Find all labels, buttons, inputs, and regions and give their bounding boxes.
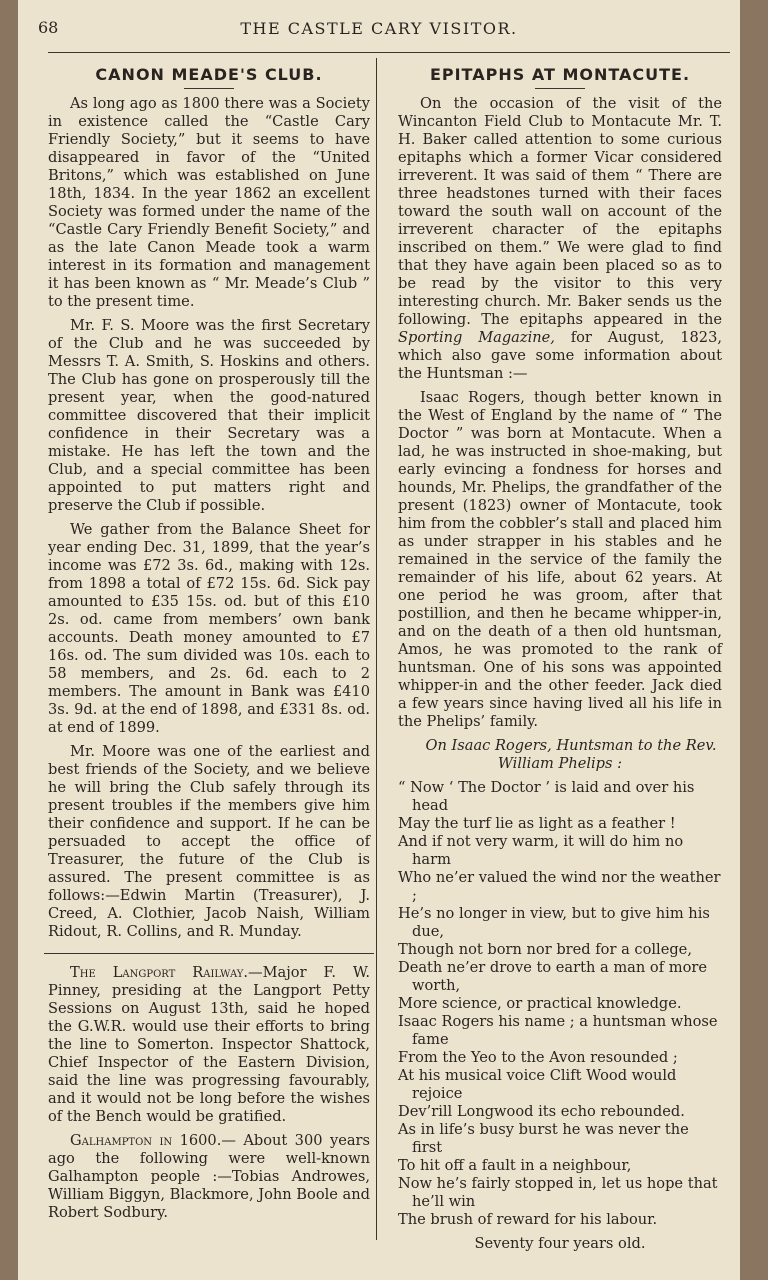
epitaph-verse [398, 779, 722, 1229]
right-column [398, 62, 722, 1253]
club-paragraph: Mr. F. S. Moore was the first Secretary of the Club and he was succeeded by Messrs T. A. Smith, S. Hoskins and others. The Club has gone on prosperously till the present year, when the good-natured committee discovered that their implicit confidence in their Secretary was a mistake. He has left the town and the Club, and a special committee has been appointed to put matters right and preserve the Club if possible. [48, 317, 370, 514]
magazine-name: Sporting Magazine, [398, 329, 555, 346]
verse-line: He’s no longer in view, but to give him his due, [398, 905, 710, 940]
verse-line: At his musical voice Clift Wood would rejoice [398, 1067, 677, 1102]
langport-item [48, 964, 370, 1126]
club-paragraph: We gather from the Balance Sheet for year ending Dec. 31, 1899, that the year’s income was £72 3s. 6d., making with 12s. from 1898 a total of £72 15s. 6d. Sick pay amounted to £35 15s. od. but of this £10 2s. od. came from members’ own bank accounts. Death money amounted to £7 16s. od. The sum divided was 10s. each to 58 members, and 2s. 6d. each to 2 members. The amount in Bank was £410 3s. 9d. at the end of 1898, and £331 8s. od. at end of 1899. [48, 521, 370, 736]
magazine-tail: for August, 1823, which also gave some information about the Huntsman :— [398, 329, 722, 382]
club-paragraph: Mr. Moore was one of the earliest and best friends of the Society, and we believe he will bring the Club safely through its present troubles if the members give him their confidence and support. If he can be persuaded to accept the office of Treasurer, the future of the Club is assured. The present committee is as follows:—Edwin Martin (Treasurer), J. Creed, A. Clothier, Jacob Naish, William Ridout, R. Collins, and R. Munday. [48, 743, 370, 940]
verse-line: To hit off a fault in a neighbour, [398, 1157, 632, 1174]
verse-line: The brush of reward for his labour. [398, 1211, 658, 1228]
galhampton-item [48, 1132, 370, 1222]
galhampton-text: — About 300 years ago the following were well-known Galhampton people :—Tobias Androwes, William Biggyn, Blackmore, John Boole and Robert Sodbury. [48, 1132, 370, 1221]
epitaph-signoff: Seventy four years old. [474, 1235, 646, 1252]
column-divider [376, 58, 377, 1240]
running-head [18, 18, 740, 42]
verse-line: And if not very warm, it will do him no harm [398, 833, 684, 868]
verse-line: As in life’s busy burst he was never the first [398, 1121, 689, 1156]
verse-line: Death ne’er drove to earth a man of more worth, [398, 959, 707, 994]
epitaph-paragraph [398, 95, 722, 383]
verse-line: Now he’s fairly stopped in, let us hope that he’ll win [398, 1175, 718, 1210]
title-rule [184, 88, 234, 89]
verse-line: Though not born nor bred for a college, [398, 941, 692, 958]
epitaph-intro-text: On the occasion of the visit of the Wincanton Field Club to Montacute Mr. T. H. Baker called attention to some curious epitaphs which a former Vicar considered irreverent. It was said of them “ There are three headstones turned with their faces toward the south wall on account of the irreverent character of the epitaphs inscribed on them.” We were glad to find that they have again been placed so as to be read by the visitor to this very interesting church. Mr. Baker sends us the following. The epitaphs appeared in the [398, 95, 722, 328]
epitaph-paragraph: Isaac Rogers, though better known in the West of England by the name of “ The Doctor ” was born at Montacute. When a lad, he was instructed in shoe-making, but early evincing a fondness for horses and hounds, Mr. Phelips, the grandfather of the present (1823) owner of Montacute, took him from the cobbler’s stall and placed him as under strapper in his stables and he remained in the service of the family the remainder of his life, about 62 years. At one period he was groom, after that postillion, and then he became whipper-in, and on the death of a then old huntsman, Amos, he was promoted to the rank of huntsman. One of his sons was appointed whipper-in and the other feeder. Jack died a few years since having lived all his life in the Phelips’ family. [398, 389, 722, 730]
article-title-epitaphs: EPITAPHS AT MONTACUTE. [429, 65, 691, 84]
journal-title: THE CASTLE CARY VISITOR. [240, 19, 518, 38]
verse-line: May the turf lie as light as a feather ! [398, 815, 676, 832]
verse-line: From the Yeo to the Avon resounded ; [398, 1049, 678, 1066]
verse-line: Who ne’er valued the wind nor the weather ; [398, 869, 721, 904]
verse-line: Isaac Rogers his name ; a huntsman whose fame [398, 1013, 718, 1048]
verse-line: “ Now ‘ The Doctor ’ is laid and over his head [398, 779, 695, 814]
article-title-club: CANON MEADE'S CLUB. [95, 65, 323, 84]
galhampton-heading: Galhampton in 1600. [70, 1132, 222, 1149]
header-rule [48, 52, 730, 53]
title-rule [535, 88, 585, 89]
verse-line: Dev’rill Longwood its echo rebounded. [398, 1103, 685, 1120]
page-number: 68 [38, 18, 59, 37]
langport-heading: The Langport Railway. [70, 964, 249, 981]
verse-line: More science, or practical knowledge. [398, 995, 682, 1012]
section-rule [44, 953, 374, 954]
langport-text: —Major F. W. Pinney, presiding at the Langport Petty Sessions on August 13th, said he hoped the G.W.R. would use their efforts to bring the line to Somerton. Inspector Shattock, Chief Inspector of the Eastern Division, said the line was progressing favourably, and it would not be long before the wishes of the Bench would be gratified. [48, 964, 370, 1125]
page [18, 0, 740, 1280]
left-column [48, 62, 370, 1228]
club-paragraph: As long ago as 1800 there was a Society in existence called the “Castle Cary Friendly Society,” but it seems to have disappeared in favor of the “United Britons,” which was established on June 18th, 1834. In the year 1862 an excellent Society was formed under the name of the “Castle Cary Friendly Benefit Society,” and as the late Canon Meade took a warm interest in its formation and management it has been known as “ Mr. Meade’s Club ” to the present time. [48, 95, 370, 310]
epitaph-heading: On Isaac Rogers, Huntsman to the Rev. William Phelips : [425, 737, 717, 772]
